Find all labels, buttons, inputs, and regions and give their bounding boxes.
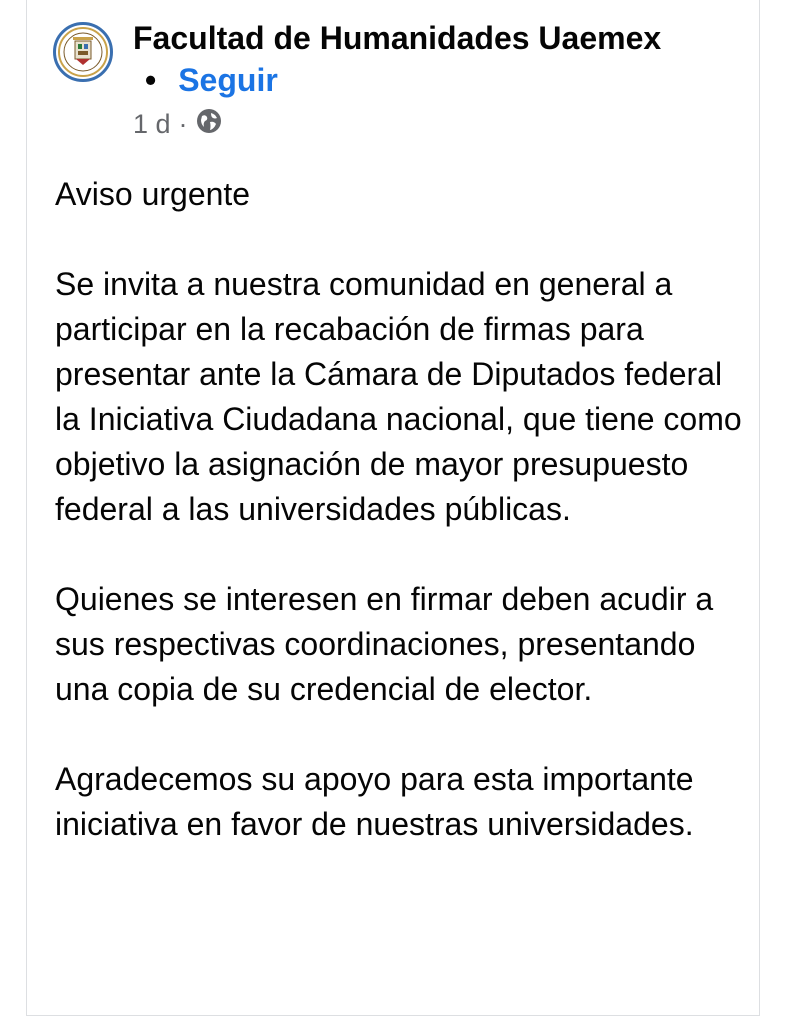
meta-separator: · [178, 109, 188, 139]
follow-row [145, 58, 278, 102]
bullet-separator: • [145, 62, 157, 98]
globe-icon[interactable] [196, 108, 222, 142]
crest-icon [56, 25, 110, 79]
page-avatar[interactable] [53, 22, 113, 82]
post-body: Aviso urgente Se invita a nuestra comunidad en general a participar en la recabación de firmas para presentar ante la Cámara de Diputados federal la Iniciativa Ciudadana nacional, que tiene como objetivo la asignación de mayor presupuesto federal a las universidades públicas. Quienes se interesen en firmar deben acudir a sus respectivas coordinaciones, presentando una copia de su credencial de elector. Agradecemos su apoyo para esta importante iniciativa en favor de nuestras universidades. [55, 176, 742, 842]
page-name[interactable]: Facultad de Humanidades Uaemex [133, 20, 662, 56]
post-card [26, 0, 760, 1016]
post-meta [133, 106, 222, 142]
follow-button[interactable]: Seguir [178, 62, 278, 98]
post-timestamp[interactable]: 1 d [133, 109, 171, 139]
